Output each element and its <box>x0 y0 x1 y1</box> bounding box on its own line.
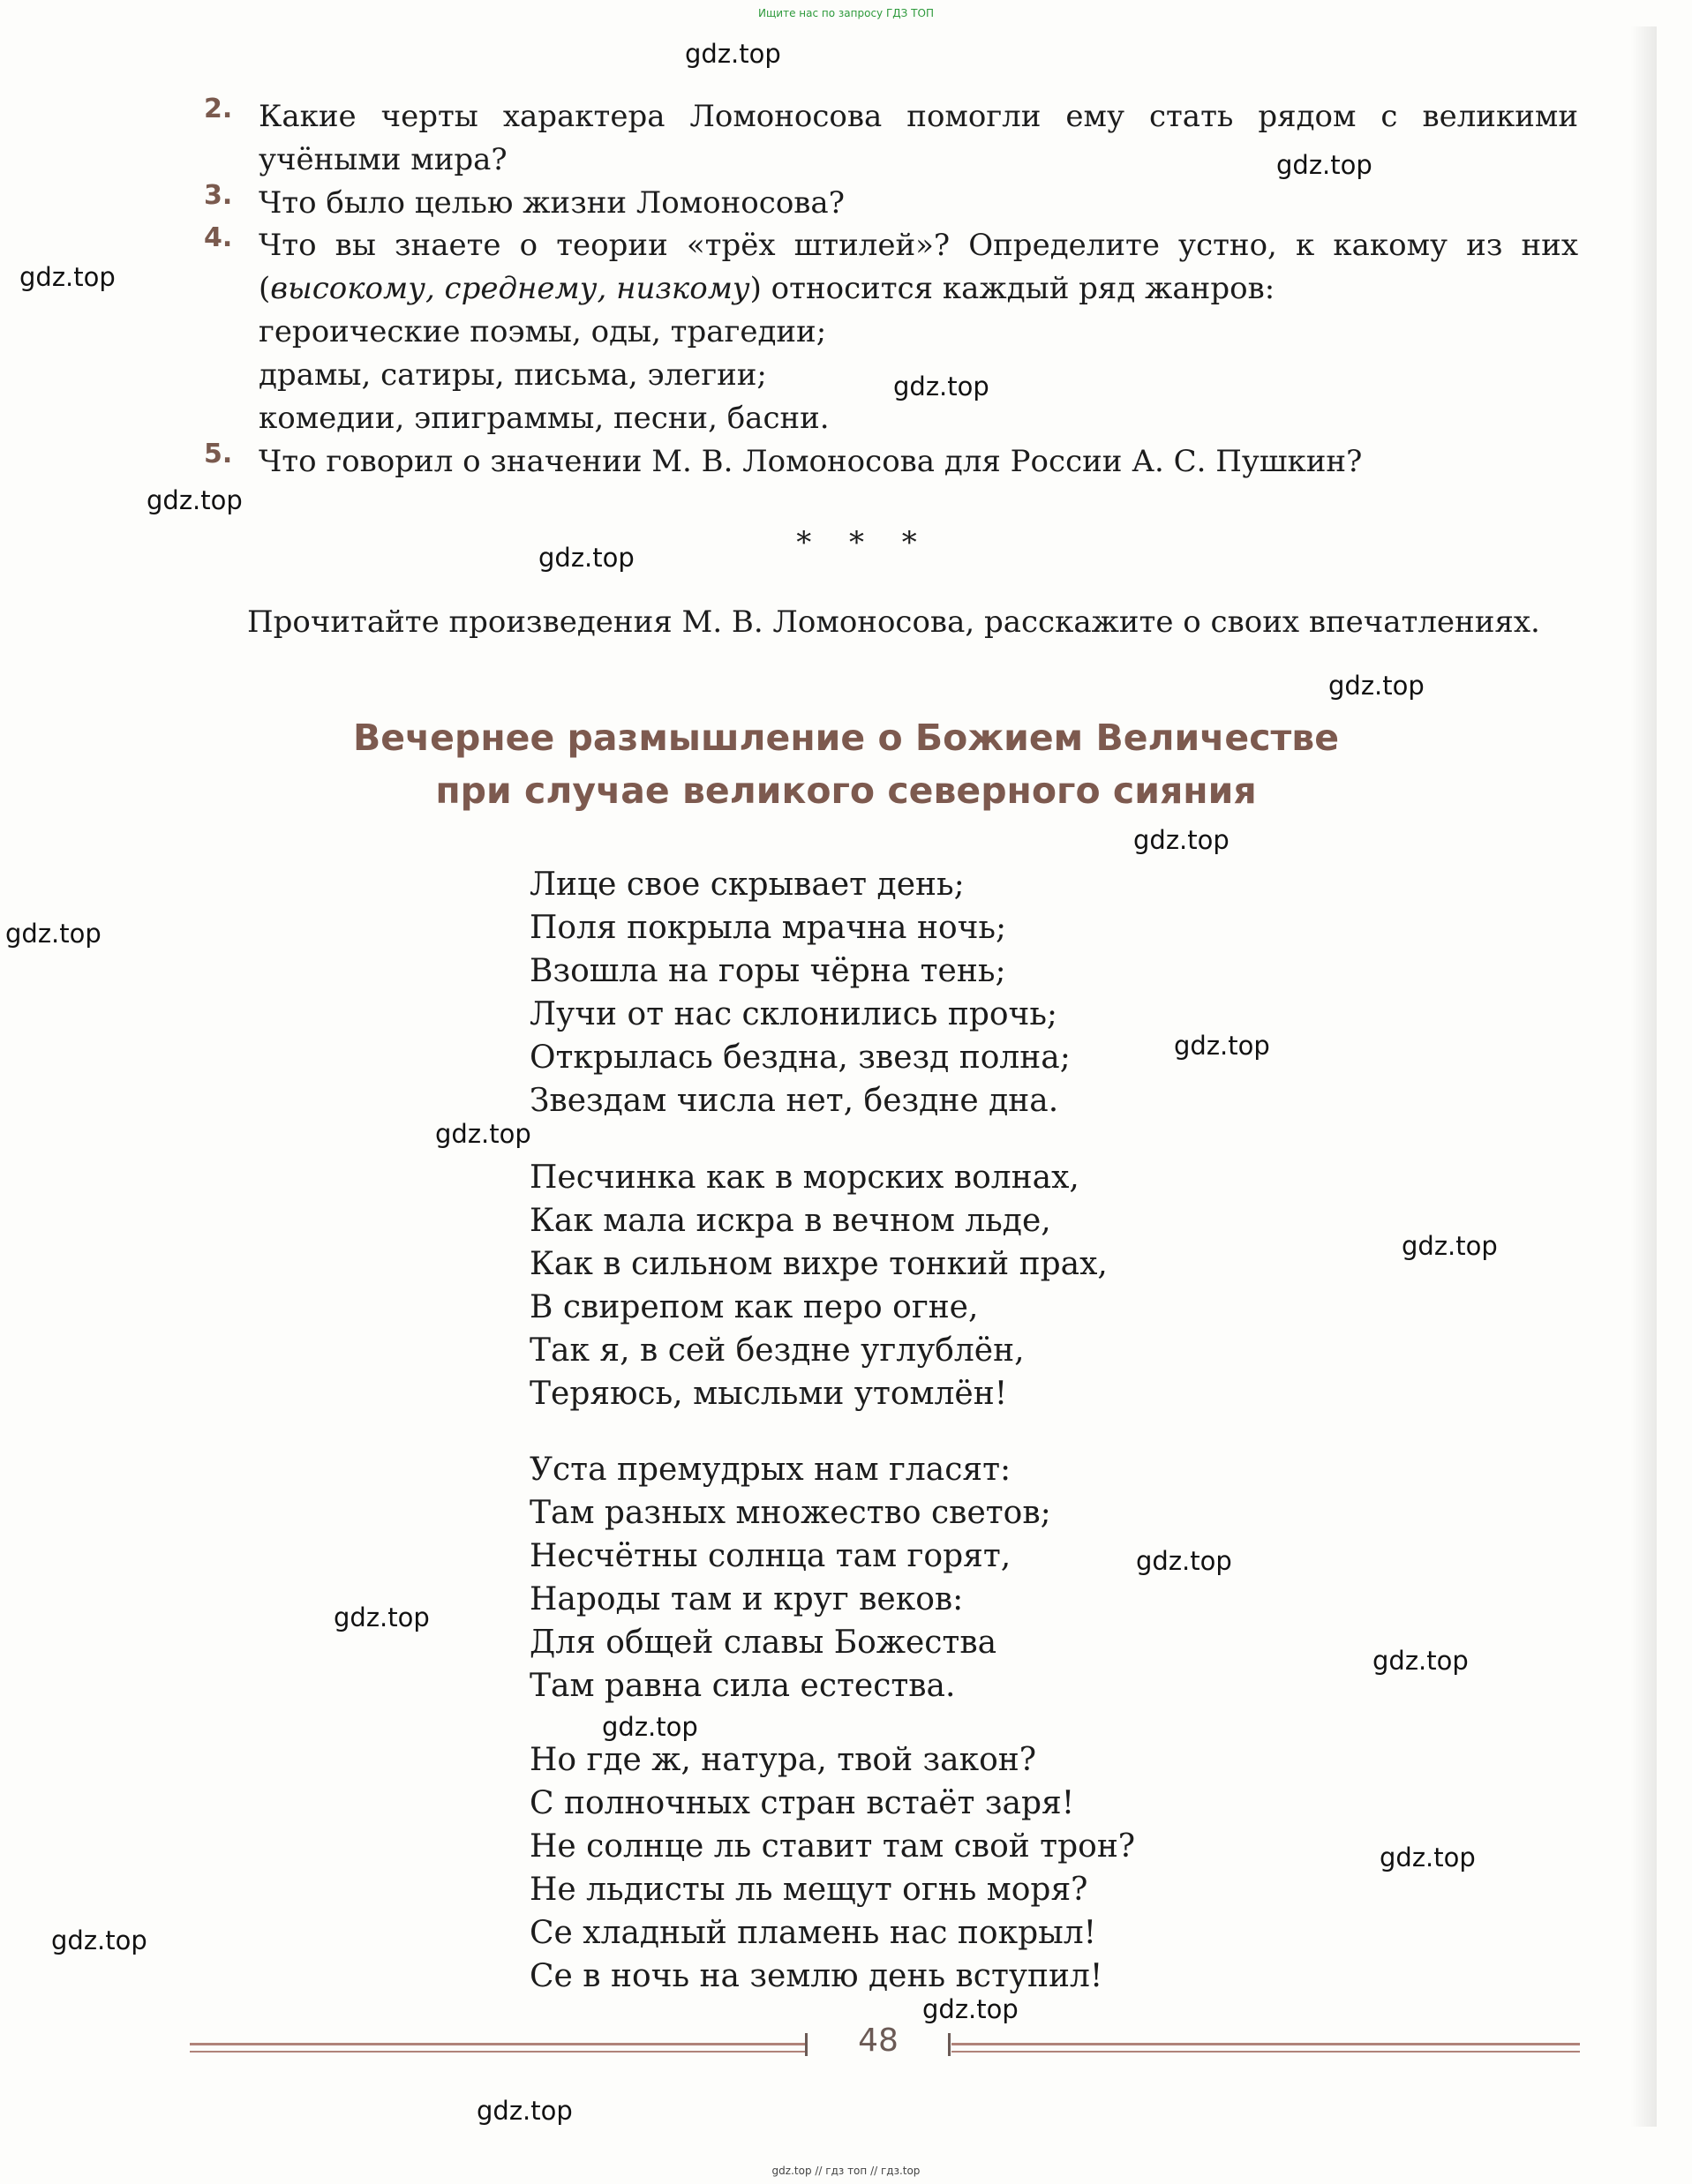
watermark: gdz.top <box>435 1119 531 1149</box>
poem-line: Се хладный пламень нас покрыл! <box>530 1915 1097 1951</box>
bottom-site-note: gdz.top // гдз топ // гдз.top <box>771 2165 921 2177</box>
page-number: 48 <box>858 2023 899 2059</box>
poem-title-line-1: Вечернее размышление о Божием Величестве <box>352 717 1340 759</box>
poem-line: Не солнце ль ставит там свой трон? <box>530 1828 1136 1865</box>
watermark: gdz.top <box>1372 1646 1469 1676</box>
genre-line: комедии, эпиграммы, песни, басни. <box>259 401 830 436</box>
poem-line: Уста премудрых нам гласят: <box>530 1452 1011 1488</box>
question-text-before: Что вы знаете о теории «трёх штилей»? Определите устно, к какому из них ( <box>259 228 1578 306</box>
poem-line: Как в сильном вихре тонкий прах, <box>530 1246 1108 1282</box>
watermark: gdz.top <box>1133 825 1230 855</box>
watermark: gdz.top <box>1136 1546 1232 1576</box>
question-text: Что было целью жизни Ломоносова? <box>259 185 845 221</box>
poem-line: В свирепом как перо огне, <box>530 1289 979 1325</box>
question-number: 2. <box>204 94 233 124</box>
poem-stanza-2 <box>530 1156 1412 1415</box>
genre-line: драмы, сатиры, письма, элегии; <box>259 357 767 393</box>
watermark: gdz.top <box>1402 1231 1498 1261</box>
poem-line: Песчинка как в морских волнах, <box>530 1160 1079 1196</box>
genre-line: героические поэмы, оды, трагедии; <box>259 314 827 349</box>
poem-line: С полночных стран встаёт заря! <box>530 1785 1075 1821</box>
watermark: gdz.top <box>602 1712 698 1742</box>
watermark: gdz.top <box>1328 671 1425 701</box>
poem-title-line-2: при случае великого северного сияния <box>435 769 1257 812</box>
watermark: gdz.top <box>19 262 116 292</box>
watermark: gdz.top <box>922 1994 1019 2024</box>
poem-stanza-1 <box>530 863 1412 1122</box>
poem-line: Там разных множество светов; <box>530 1495 1051 1531</box>
poem-line: Не льдисты ль мещут огнь моря? <box>530 1872 1088 1908</box>
poem-line: Народы там и круг веков: <box>530 1581 964 1617</box>
poem-stanza-4 <box>530 1738 1412 1998</box>
poem-line: Для общей славы Божества <box>530 1625 997 1661</box>
poem-stanza-3 <box>530 1448 1412 1707</box>
poem-line: Так я, в сей бездне углублён, <box>530 1332 1025 1369</box>
section-separator: * * * <box>796 525 931 560</box>
poem-line: Теряюсь, мысльми утомлён! <box>530 1376 1008 1412</box>
question-text: Какие черты характера Ломоносова помогли ему стать рядом с великими учёными мира? <box>259 99 1578 177</box>
footer-tick-left <box>805 2033 808 2056</box>
poem-line: Как мала искра в вечном льде, <box>530 1203 1051 1239</box>
footer-rule-left <box>190 2043 808 2053</box>
poem-line: Лучи от нас склонились прочь; <box>530 996 1058 1032</box>
watermark: gdz.top <box>893 372 989 402</box>
poem-line: Но где ж, натура, твой закон? <box>530 1742 1037 1778</box>
watermark: gdz.top <box>5 919 102 949</box>
watermark: gdz.top <box>51 1925 147 1955</box>
question-number: 4. <box>204 222 233 253</box>
watermark: gdz.top <box>147 485 243 515</box>
question-text <box>259 224 1578 440</box>
top-search-note: Ищите нас по запросу ГДЗ ТОП <box>758 7 934 19</box>
poem-line: Несчётны солнца там горят, <box>530 1538 1011 1574</box>
watermark: gdz.top <box>477 2096 573 2126</box>
question-number: 5. <box>204 439 233 469</box>
intro-paragraph: Прочитайте произведения М. В. Ломоносова, расскажите о своих впечатлениях. <box>247 604 1540 640</box>
poem-line: Взошла на горы чёрна тень; <box>530 953 1006 989</box>
watermark: gdz.top <box>538 543 635 573</box>
watermark: gdz.top <box>334 1602 430 1632</box>
poem-line: Там равна сила естества. <box>530 1668 956 1704</box>
watermark: gdz.top <box>685 39 781 69</box>
footer-rule-right <box>951 2043 1580 2053</box>
footer-tick-right <box>948 2033 951 2056</box>
poem-line: Звездам числа нет, бездне дна. <box>530 1083 1059 1119</box>
poem-line: Открылась бездна, звезд полна; <box>530 1039 1071 1076</box>
question-number: 3. <box>204 180 233 211</box>
poem-line: Лице свое скрывает день; <box>530 867 965 903</box>
question-text-after: ) относится каждый ряд жанров: <box>749 271 1275 306</box>
poem-line: Поля покрыла мрачна ночь; <box>530 910 1007 946</box>
watermark: gdz.top <box>1380 1843 1476 1873</box>
page-edge-shadow <box>1630 26 1657 2127</box>
watermark: gdz.top <box>1276 150 1372 180</box>
question-text-italic: высокому, среднему, низкому <box>270 271 750 306</box>
question-text: Что говорил о значении М. В. Ломоносова для России А. С. Пушкин? <box>259 444 1363 479</box>
poem-line: Се в ночь на землю день вступил! <box>530 1958 1103 1994</box>
watermark: gdz.top <box>1174 1031 1270 1061</box>
